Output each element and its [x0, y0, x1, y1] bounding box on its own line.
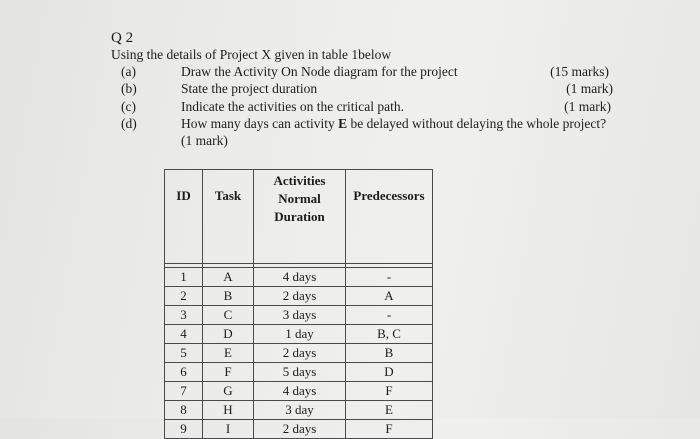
cell-duration: 5 days [254, 363, 346, 382]
cell-predecessor: F [346, 382, 433, 401]
cell-predecessor: B [346, 344, 433, 363]
cell-task: D [203, 325, 254, 344]
cell-id: 8 [165, 401, 203, 420]
cell-duration: 2 days [254, 287, 346, 306]
table-row [165, 287, 433, 306]
part-d [0, 116, 700, 133]
cell-duration: 4 days [254, 382, 346, 401]
header-normal-label: Normal [278, 191, 321, 206]
cell-predecessor: A [346, 287, 433, 306]
cell-id: 2 [165, 287, 203, 306]
table-row [165, 382, 433, 401]
cell-task: C [203, 306, 254, 325]
cell-task: A [203, 268, 254, 287]
part-text: Indicate the activities on the critical path. [181, 99, 405, 114]
cell-task: H [203, 401, 254, 420]
part-marks: (1 mark) [564, 99, 611, 114]
cell-task: I [203, 420, 254, 439]
part-b [0, 81, 700, 98]
part-text [181, 116, 606, 132]
header-id: ID [165, 170, 203, 264]
part-marks: (15 marks) [550, 64, 609, 79]
cell-predecessor: E [346, 401, 433, 420]
cell-duration: 4 days [254, 268, 346, 287]
cell-task: F [203, 363, 254, 382]
cell-predecessor: D [346, 363, 433, 382]
cell-predecessor: B, C [346, 325, 433, 344]
cell-id: 1 [165, 268, 203, 287]
header-duration-label: Duration [274, 209, 325, 224]
header-task: Task [203, 170, 254, 264]
table-row [165, 344, 433, 363]
part-text: Draw the Activity On Node diagram for the project [181, 64, 458, 79]
cell-duration: 1 day [254, 325, 346, 344]
cell-duration: 2 days [254, 420, 346, 439]
table-row [165, 401, 433, 420]
table-row [165, 306, 433, 325]
cell-id: 4 [165, 325, 203, 344]
cell-id: 3 [165, 306, 203, 325]
table-row [165, 420, 433, 439]
cell-task: E [203, 344, 254, 363]
cell-duration: 3 day [254, 401, 346, 420]
part-d-marks: (1 mark) [181, 133, 228, 148]
part-marks: (1 mark) [566, 81, 613, 96]
cell-id: 9 [165, 420, 203, 439]
header-predecessors: Predecessors [346, 170, 433, 264]
cell-id: 6 [165, 363, 203, 382]
cell-id: 5 [165, 344, 203, 363]
header-activities [254, 170, 346, 264]
table-row [165, 363, 433, 382]
part-text: State the project duration [181, 81, 318, 96]
cell-id: 7 [165, 382, 203, 401]
part-label: (a) [121, 64, 136, 79]
part-label: (c) [121, 99, 136, 114]
cell-task: G [203, 382, 254, 401]
question-intro: Using the details of Project X given in table 1below [111, 47, 392, 62]
part-text-after: be delayed without delaying the whole project? [347, 116, 607, 131]
cell-predecessor: - [346, 306, 433, 325]
part-text-before: How many days can activity [181, 116, 339, 131]
question-number: Q 2 [111, 30, 134, 46]
part-a [0, 64, 700, 81]
table-row [165, 268, 433, 287]
project-table [164, 169, 433, 439]
part-label: (b) [121, 81, 137, 96]
cell-predecessor: - [346, 268, 433, 287]
cell-task: B [203, 287, 254, 306]
table-row [165, 325, 433, 344]
cell-duration: 3 days [254, 306, 346, 325]
part-label: (d) [121, 116, 137, 131]
part-c [0, 99, 700, 116]
cell-predecessor: F [346, 420, 433, 439]
cell-duration: 2 days [254, 344, 346, 363]
header-activities-label: Activities [273, 173, 326, 188]
table-header-row [165, 170, 433, 264]
table-body [165, 268, 433, 439]
activity-e-highlight: E [338, 116, 348, 131]
